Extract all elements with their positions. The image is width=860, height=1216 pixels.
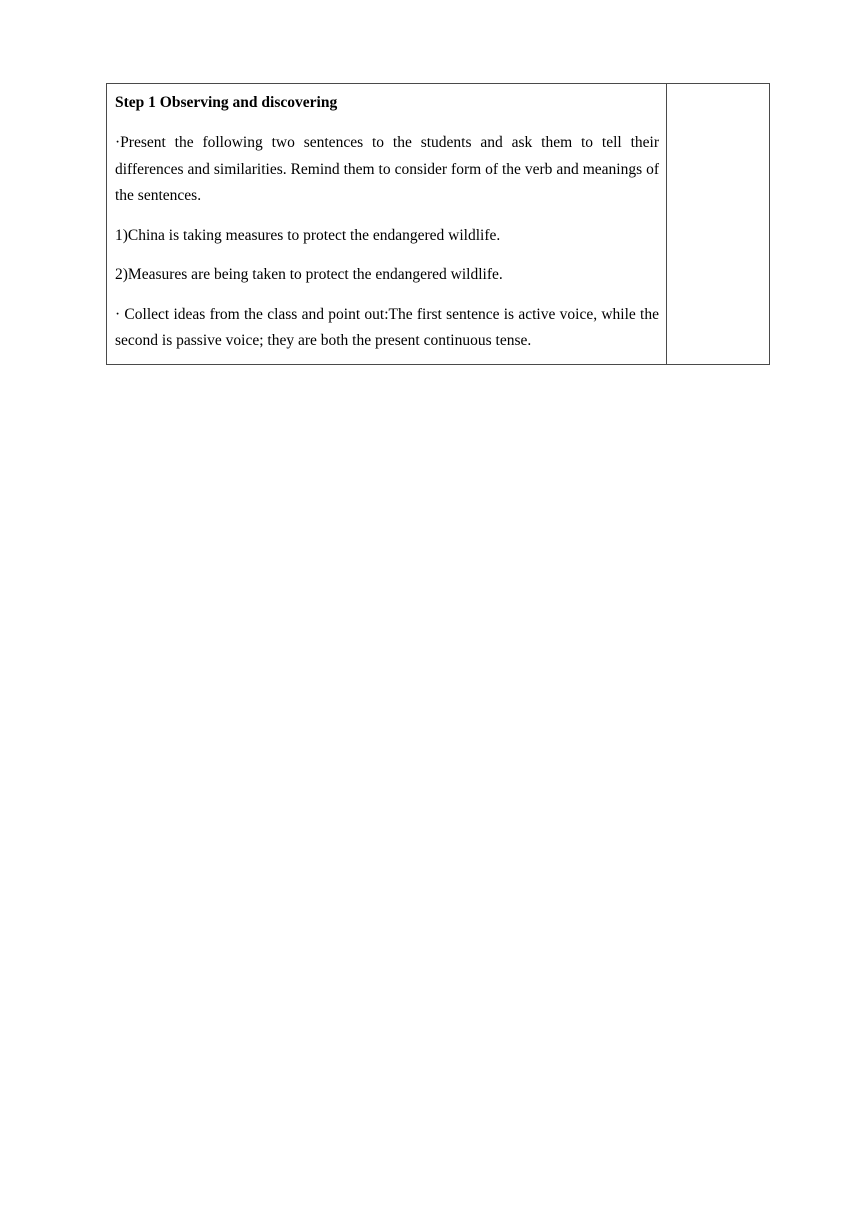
step-heading: Step 1 Observing and discovering bbox=[115, 94, 338, 111]
example-sentence-active: 1)China is taking measures to protect the endangered wildlife. bbox=[115, 226, 501, 244]
notes-cell bbox=[667, 84, 769, 364]
lesson-content-cell bbox=[107, 84, 667, 364]
instruction-paragraph: ·Present the following two sentences to the students and ask them to tell their differences and similarities. Remind them to consider form of the verb and meanings of the sentences. bbox=[115, 134, 659, 204]
lesson-table bbox=[106, 83, 770, 365]
conclusion-paragraph: · Collect ideas from the class and point out:The first sentence is active voice, while the second is passive voice; they are both the present continuous tense. bbox=[115, 305, 659, 349]
example-sentence-passive: 2)Measures are being taken to protect the endangered wildlife. bbox=[115, 266, 503, 283]
